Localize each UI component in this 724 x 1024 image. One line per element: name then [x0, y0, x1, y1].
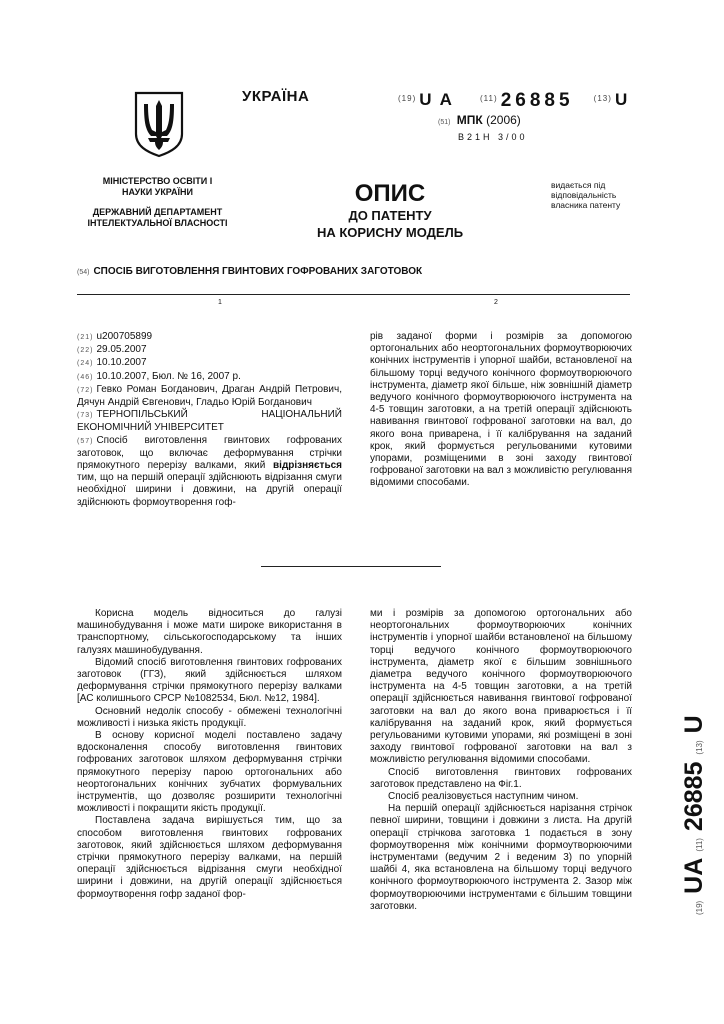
paragraph: Спосіб виготовлення гвинтових гофрованих заготовок представлено на Фіг.1.: [370, 766, 632, 790]
document-kind: U: [614, 90, 636, 109]
application-number-row: [77, 331, 342, 344]
inid-73: (73): [77, 412, 94, 420]
paragraph: На першій операції здійснюється нарізання стрічок певної ширини, товщини і довжини з листа. На другій операції стрічкова заготовка 1 подається в зону формоутворення між конічними формоутворюючими інструментами (ведучим 2 і веденим 3) по упорній шайбі 4, яка встановлена на більшому торці ведучого конічного формоутворюючого інструмента 2. Зазор між формоутворюючими інструментами є більшим товщини заготовки.: [370, 803, 632, 912]
application-number: u200705899: [96, 331, 153, 342]
country-code: UA: [419, 90, 460, 109]
vertical-patent-id-text: [680, 715, 709, 915]
mpk-year: (2006): [486, 113, 521, 127]
claim-text-start: Спосіб виготовлення гвинтових гофрованих заготовок, що включає деформування стрічки прямокутного перерізу валками, який: [77, 434, 342, 472]
mpk-label: МПК: [456, 113, 483, 127]
inid-19: (19): [398, 94, 417, 103]
inventors: Гевко Роман Богданович, Драган Андрій Петрович, Дячун Андрій Євгенович, Гладьо Юрій Богданович: [77, 383, 342, 409]
inid-54: (54): [77, 269, 90, 276]
column-number-2: 2: [494, 299, 498, 306]
inid-57: (57): [77, 437, 94, 445]
paragraph: Відомий спосіб виготовлення гвинтових гофрованих заготовок (ГГЗ), який здійснюється шляхом деформування стрічки прямокутного перерізу валками [АС колишнього СРСР №1082534, Бюл. №12, 1984].: [77, 656, 342, 705]
ministry-name: МІНІСТЕРСТВО ОСВІТИ І НАУКИ УКРАЇНИ: [102, 176, 213, 197]
claim-continued-text: рів заданої форми і розмірів за допомогою ортогональних або неортогональних формоутворюючих конічних інструментів і упорної шайби, встановленої на більшому торці ведучого конічного формоутворюючого інструмента, діаметр якої більше, ніж зовнішній діаметр ведучого конічного формоутворюючого інструмента на 4-5 товщин заготовки, а на третій операції здійснюють навивання гвинтової гофрованої заготовки на вал, до якого вона приварена, і її калібрування на заданий крок, який формується регульованими кутовими упорами, розміщеними в зоні заходу гвинтової гофрованої заготовки на вал з можливістю регулювання відомими способами.: [370, 331, 632, 489]
paragraph: Поставлена задача вирішується тим, що за способом виготовлення гвинтових гофрованих заготовок, який здійснюється шляхом деформування стрічки прямокутного перерізу валками, на першій операції здійснюється відрізання смуги необхідної ширини і довжини, на другій операції здійснюється формоутворення гофр заданої фор-: [77, 815, 342, 900]
divider-line: [77, 294, 630, 295]
claim-row: [77, 435, 342, 509]
invention-title-text: СПОСІБ ВИГОТОВЛЕННЯ ГВИНТОВИХ ГОФРОВАНИХ ЗАГОТОВОК: [93, 266, 423, 277]
inid-13: (13): [593, 94, 612, 103]
section-separator: [261, 566, 441, 567]
description-right-column: [370, 608, 632, 913]
column-number-1: 1: [218, 299, 222, 306]
description-left-column: [77, 608, 342, 901]
claim-distinguishing-word: відрізняється: [273, 460, 342, 472]
vertical-patent-id: [640, 585, 708, 915]
ipc-code: B21H 3/00: [458, 132, 528, 142]
document-subtitle-1: ДО ПАТЕНТУ: [348, 208, 432, 223]
department-name: ДЕРЖАВНИЙ ДЕПАРТАМЕНТ ІНТЕЛЕКТУАЛЬНОЇ ВЛАСНОСТІ: [87, 207, 228, 228]
paragraph: Основний недолік способу - обмежені технологічні можливості і низька якість продукції.: [77, 705, 342, 729]
filing-date-row: [77, 344, 342, 357]
paragraph: ми і розмірів за допомогою ортогональних або неортогональних формоутворюючих конічних інструментів і упорної шайби встановленої на більшому торці ведучого конічного формоутворюючого інструмента, діаметр якої є більшим зовнішнього діаметра ведучого конічного формоутворюючого інструмента на 4-5 товщин заготовки, а на третій операції здійснюється навивання гвинтової гофрованої заготовки на вал до якого вона приварюється і її калібрування на заданий крок, який формується регульованими кутовими упорами, які розміщені в зоні заходу гвинтової гофрованої заготовки на вал з можливістю регулювання відомими способами.: [370, 608, 632, 766]
patent-number: 26885: [500, 90, 574, 111]
effective-date-row: [77, 357, 342, 370]
inid-21: (21): [77, 334, 94, 341]
claim-continued: [370, 331, 632, 490]
owner-row: [77, 409, 342, 434]
document-kind-vertical: U: [680, 715, 708, 734]
inid-51: (51): [438, 119, 451, 126]
paragraph: Спосіб реалізовується наступним чином.: [388, 791, 579, 803]
paragraph: В основу корисної моделі поставлено задачу вдосконалення способу виготовлення гвинтових гофрованих заготовок шляхом деформування стрічки прямокутного перерізу парою ортогональних або неортогональних конічних зубчатих формувальних інструментів, що дозволяє розширити технологічні можливості і покращити якість продукції.: [77, 730, 342, 815]
claim-text-middle: тим, що на першій операції здійснюють відрізання смуги необхідної ширини і довжини, на другій операції здійснюють формоутворення гоф-: [77, 472, 342, 508]
bibliographic-data: [77, 331, 342, 509]
document-subtitle-2: НА КОРИСНУ МОДЕЛЬ: [316, 225, 464, 240]
document-title: ОПИС: [354, 180, 426, 207]
country-name: УКРАЇНА: [242, 88, 310, 105]
coat-of-arms-emblem: [133, 90, 185, 158]
publication-info: 10.10.2007, Бюл. № 16, 2007 р.: [96, 370, 241, 382]
mpk-classification: [438, 113, 521, 127]
inid-24: (24): [77, 360, 94, 368]
paragraph: Корисна модель відноситься до галузі машинобудування і може мати широке використання в транспортному, сільськогосподарському та інших галузях машинобудування.: [77, 608, 342, 656]
patent-owner: ТЕРНОПІЛЬСЬКИЙ НАЦІОНАЛЬНИЙ ЕКОНОМІЧНИЙ УНІВЕРСИТЕТ: [77, 409, 342, 434]
inid-22: (22): [77, 347, 94, 355]
patent-codes-line: [398, 90, 635, 112]
filing-date: 29.05.2007: [96, 344, 147, 356]
effective-date: 10.10.2007: [96, 357, 147, 369]
inid-11-vertical: (11): [695, 838, 704, 852]
publication-row: [77, 371, 342, 384]
inid-11: (11): [479, 94, 498, 103]
inid-72: (72): [77, 386, 94, 394]
inid-13-vertical: (13): [695, 740, 704, 755]
invention-title: [77, 266, 422, 277]
country-code-vertical: UA: [680, 858, 708, 894]
inid-46: (46): [77, 373, 94, 381]
inventors-row: [77, 384, 342, 409]
owner-responsibility-note: видається під відповідальність власника патенту: [551, 180, 621, 210]
patent-number-vertical: 26885: [680, 761, 708, 832]
inid-19-vertical: (19): [695, 900, 704, 915]
